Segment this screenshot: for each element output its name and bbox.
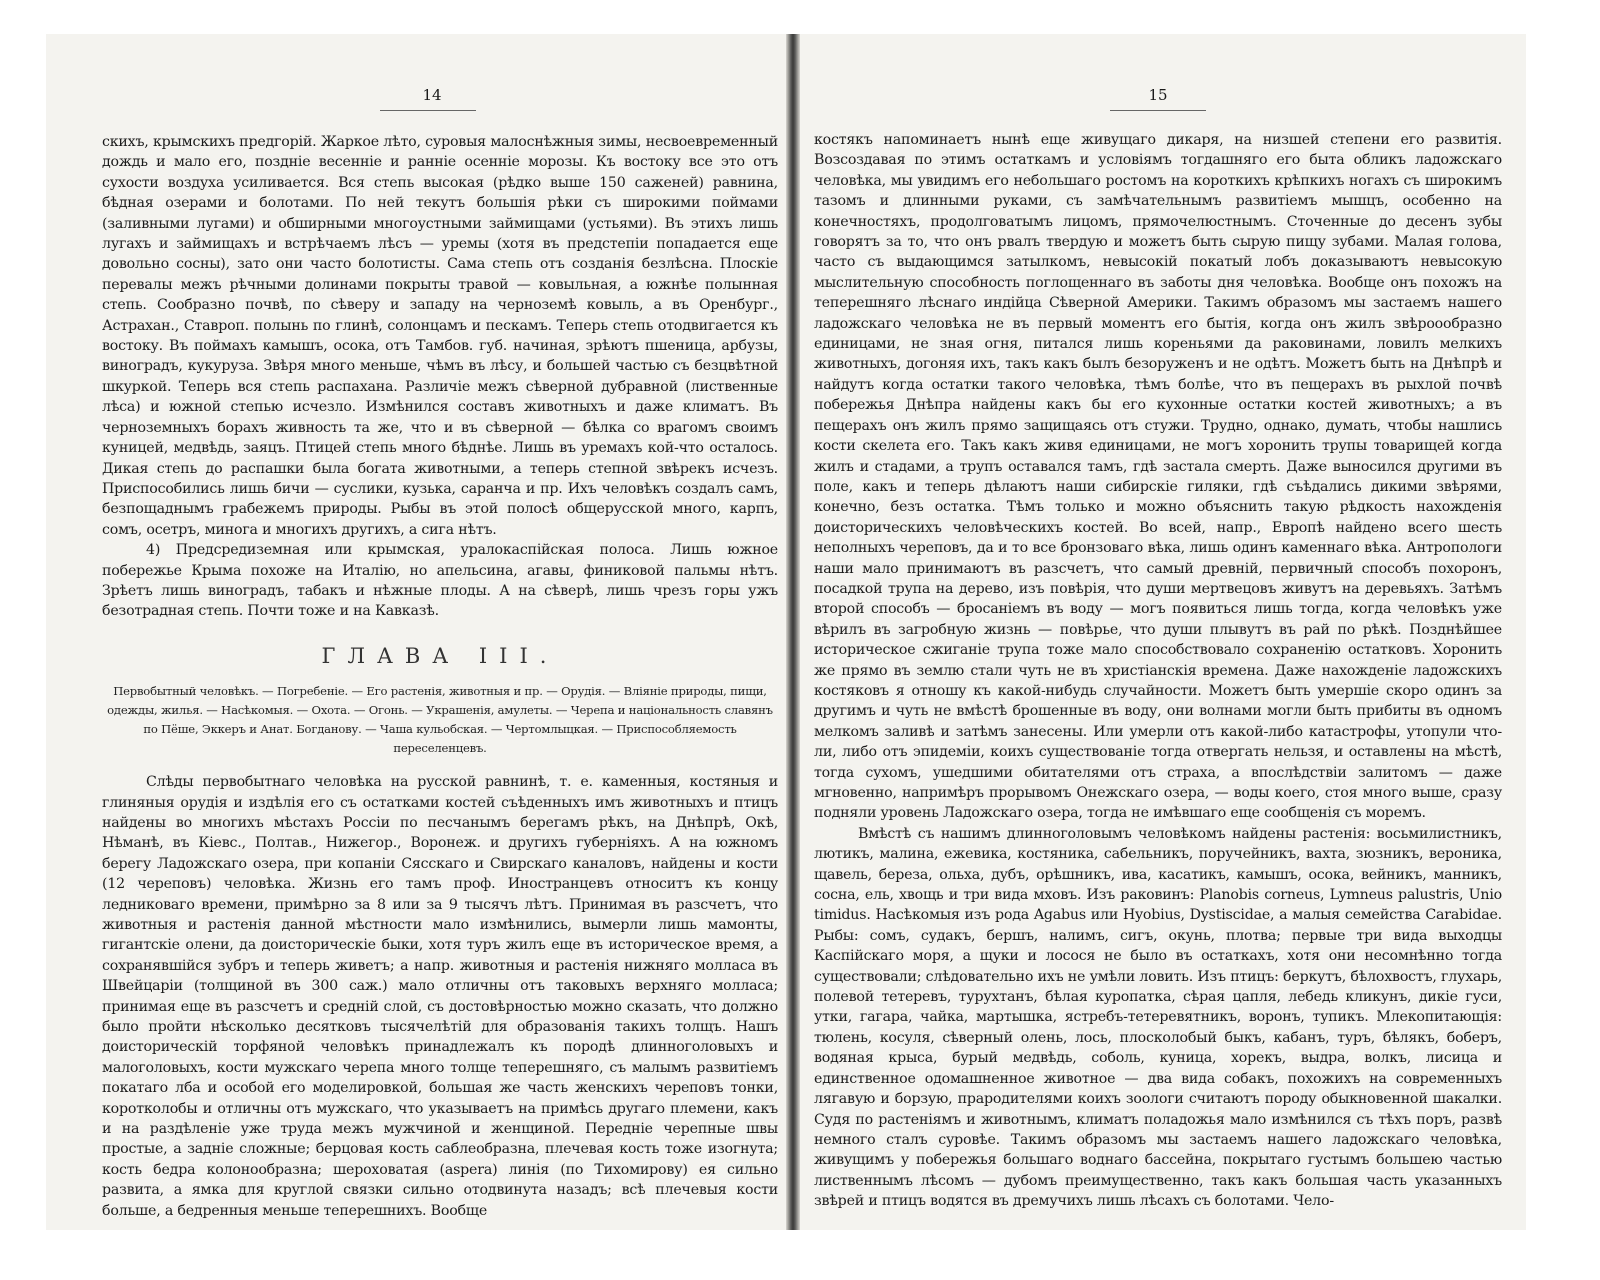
- paragraph: 4) Предсредиземная или крымская, уралокаспійская полоса. Лишь южное побережье Крыма похоже на Италію, но апельсина, агавы, финиковой пальмы нѣтъ. Зрѣетъ лишь виноградъ, табакъ и нѣжные плоды. А на сѣверѣ, лишь чрезъ горы ужъ безотрадная степь. Почти тоже и на Кавказѣ.: [102, 542, 778, 620]
- paragraph: Слѣды первобытнаго человѣка на русской равнинѣ, т. е. каменныя, костяныя и глиняныя орудія и издѣлія его съ остатками костей съѣденныхъ имъ животныхъ и птицъ найдены во многихъ мѣстахъ Россіи по песчанымъ берегамъ рѣкъ, на Днѣпрѣ, Окѣ, Нѣманѣ, въ Кіевс., Полтав., Нижегор., Воронеж. и другихъ губерніяхъ. А на южномъ берегу Ладожскаго озера, при копаніи Сясскаго и Свирскаго каналовъ, найдены и кости (12 череповъ) человѣка. Жизнь его тамъ проф. Иностранцевъ относитъ къ концу ледниковаго времени, примѣрно за 8 или за 9 тысячъ лѣтъ. Принимая въ разсчетъ, что животныя и растенія данной мѣстности мало измѣнились, вымерли лишь мамонты, гигантскіе олени, да доисторическіе быки, хотя туръ жилъ еще въ историческое время, а сохранявшійся зубръ и теперь живетъ; а напр. животныя и растенія нижняго молласа въ Швейцаріи (толщиной въ 300 саж.) мало отличны отъ таковыхъ верхняго молласа; принимая еще въ разсчетъ и средній слой, съ достовѣрностью можно сказать, что должно было пройти нѣсколько десятковъ тысячелѣтій для образованія такихъ толщъ. Нашъ доисторическій торфяной человѣкъ принадлежалъ къ породѣ длинноголовыхъ и малоголовыхъ, кости мужскаго черепа много толще теперешняго, съ малымъ развитіемъ покатаго лба и особой его моделировкой, большая же часть женскихъ череповъ тонки, коротколобы и отличны отъ мужскаго, что указываетъ на примѣсь другаго племени, какъ и на раздѣленіе уже труда межъ мужчиной и женщиной. Передніе черепные швы простые, а задніе сложные; берцовая кость саблеобразна, плечевая кость тоже изогнута; кость бедра колонообразна; шероховатая (aspera) линія (по Тихомирову) ея сильно развита, а ямка для круглой связки сильно отодвинута назадъ; всѣ плечевыя кости больше, а бедренныя меньше теперешнихъ. Вообще: [102, 774, 778, 1219]
- book-spread: [46, 34, 1526, 1230]
- right-page: [814, 34, 1502, 1230]
- left-page: [102, 34, 778, 1230]
- page-number-rule: [380, 110, 476, 111]
- paragraph: Вмѣстѣ съ нашимъ длинноголовымъ человѣкомъ найдены растенія: восьмилистникъ, лютикъ, малина, ежевика, костяника, сабельникъ, поручейникъ, вахта, зюзникъ, вероника, щавель, береза, ольха, дубъ, орѣшникъ, ива, касатикъ, камышъ, осока, вейникъ, манникъ, сосна, ель, хвощь и три вида мховъ. Изъ раковинъ: Planobis corneus, Lymneus palustris, Unio timidus. Насѣкомыя изъ рода Agabus или Hyobius, Dystiscidae, а малыя семейства Carabidae. Рыбы: сомъ, судакъ, бершъ, налимъ, сигъ, окунь, плотва; первые три вида выходцы Каспійскаго моря, а щуки и лосося не было въ остаткахъ, хотя они несомнѣнно тогда существовали; слѣдовательно ихъ не умѣли ловить. Изъ птицъ: беркутъ, бѣлохвостъ, глухарь, полевой тетеревъ, турухтанъ, бѣлая куропатка, сѣрая цапля, лебедь кликунъ, дикіе гуси, утки, гагара, чайка, мартышка, ястребъ-тетеревятникъ, воронъ, тупикъ. Млекопитающія: тюлень, косуля, сѣверный олень, лось, плосколобый быкъ, кабанъ, туръ, бѣлякъ, боберъ, водяная крыса, бурый медвѣдь, соболь, куница, хорекъ, выдра, волкъ, лисица и единственное одомашненное животное — два вида собакъ, похожихъ на современныхъ лягавую и борзую, прародителями коихъ зоологи считаютъ породу обыкновенной шакалки. Судя по растеніямъ и животнымъ, климатъ поладожья мало измѣнился съ тѣхъ поръ, развѣ немного сталъ суровѣе. Такимъ образомъ мы застаемъ нашего ладожскаго человѣка, живущимъ у побережья большаго воднаго бассейна, покрытаго густымъ большею частью лиственнымъ лѣсомъ — дубомъ преимущественно, такъ какъ большая часть указанныхъ звѣрей и птицъ водятся въ дремучихъ лишь лѣсахъ съ болотами. Чело-: [814, 825, 1502, 1210]
- page-number: 14: [422, 86, 442, 104]
- chapter-summary: Первобытный человѣкъ. — Погребеніе. — Его растенія, животныя и пр. — Орудія. — Вліяніе природы, пищи, одежды, жилья. — Насѣкомыя. — Охота. — Огонь. — Украшенія, амулеты. — Черепа и національность славянъ по Пёше, Эккеръ и Анат. Богданову. — Чаша кульобская. — Чертомлыцкая. — Приспособляемость переселенцевъ.: [107, 684, 773, 756]
- chapter-title: ГЛАВА III.: [321, 643, 559, 668]
- right-page-text: [814, 130, 1502, 1212]
- book-gutter: [786, 34, 800, 1230]
- page-number: 15: [1148, 86, 1168, 104]
- left-page-text: [102, 132, 778, 1221]
- page-number-rule: [1110, 110, 1206, 111]
- paragraph: костякъ напоминаетъ нынѣ еще живущаго дикаря, на низшей степени его развитія. Возсоздавая по этимъ остаткамъ и условіямъ тогдашняго его быта обликъ ладожскаго человѣка, мы увидимъ его небольшаго ростомъ на короткихъ крѣпкихъ ногахъ съ широкимъ тазомъ и длинными руками, съ замѣчательнымъ развитіемъ мышцъ, особенно на конечностяхъ, продолговатымъ лицомъ, прямочелюстнымъ. Сточенные до десенъ зубы говорятъ за то, что онъ рвалъ твердую и можетъ быть сырую пищу зубами. Малая голова, часто съ выдающимся затылкомъ, невысокій покатый лобъ доказываютъ невысокую мыслительную способность поглощеннаго въ заботы дня человѣка. Вообще онъ похожъ на теперешняго лѣснаго индійца Сѣверной Америки. Такимъ образомъ мы застаемъ нашего ладожскаго человѣка не въ первый моментъ его бытія, когда онъ жилъ звѣроообразно единицами, не зная огня, питался лишь кореньями да раковинами, ловилъ мелкихъ животныхъ, догоняя ихъ, такъ какъ былъ безоруженъ и не одѣтъ. Можетъ быть на Днѣпрѣ и найдутъ когда остатки такого человѣка, тѣмъ болѣе, что въ пещерахъ въ рыхлой почвѣ побережья Днѣпра найдены какъ бы его кухонные остатки костей животныхъ; а въ пещерахъ онъ жилъ прямо защищаясь отъ стужи. Трудно, однако, думать, чтобы нашлись кости скелета его. Такъ какъ живя единицами, не могъ хоронить трупы товарищей когда жилъ и стадами, а трупъ оставался тамъ, гдѣ застала смерть. Даже выносился другими въ поле, какъ и теперь дѣлаютъ наши сибирскіе гиляки, гдѣ съѣдались дикими звѣрями, конечно, безъ остатка. Тѣмъ только и можно объяснить такую рѣдкость нахожденія доисторическихъ человѣческихъ костей. Во всей, напр., Европѣ найдено всего шесть неполныхъ череповъ, да и то все бронзоваго вѣка, лишь одинъ каменнаго вѣка. Антропологи наши мало принимаютъ въ разсчетъ, что самый древній, первичный способъ похоронъ, посадкой трупа на дерево, изъ повѣрія, что души мертвецовъ живутъ на деревьяхъ. Затѣмъ второй способъ — бросаніемъ въ воду — могъ появиться лишь тогда, когда человѣкъ уже вѣрилъ въ загробную жизнь — повѣрье, что души плывутъ въ рай по рѣкѣ. Позднѣйшее историческое сжиганіе трупа тоже мало способствовало сохраненію остатковъ. Хоронить же прямо въ землю стали чуть не въ христіанскія времена. Даже нахожденіе ладожскихъ костяковъ я отношу къ какой-нибудь случайности. Можетъ быть умершіе скоро одинъ за другимъ и чуть не вмѣстѣ брошенные въ воду, они волнами могли быть прибиты въ одномъ мелкомъ заливѣ и затѣмъ занесены. Или умерли отъ какой-либо катастрофы, утопули что-ли, либо отъ эпидеміи, коихъ существованіе тогда отвергать нельзя, и оставлены на мѣстѣ, тогда сухомъ, ушедшими обитателями отъ страха, а впослѣдствіи залитомъ — даже мгновенно, напримѣръ прорывомъ Онежскаго озера, — воды коего, стоя много выше, сразу подняли уровень Ладожскаго озера, тогда не имѣвшаго еще сообщенія съ моремъ.: [814, 132, 1502, 822]
- paragraph: скихъ, крымскихъ предгорій. Жаркое лѣто, суровыя малоснѣжныя зимы, несвоевременный дождь и мало его, поздніе весенніе и ранніе осенніе морозы. Къ востоку все это отъ сухости воздуха усиливается. Вся степь высокая (рѣдко выше 150 саженей) равнина, бѣдная озерами и болотами. По ней текутъ большія рѣки съ широкими поймами (заливными лугами) и обширными многоустными займищами (устьями). Въ этихъ лишь лугахъ и займищахъ и встрѣчаемъ лѣсъ — уремы (хотя въ предстепіи попадается еще довольно сосны), зато они часто болотисты. Сама степь отъ созданія безлѣсна. Плоскіе перевалы межъ рѣчными долинами покрыты травой — ковыльная, а южнѣе полынная степь. Сообразно почвѣ, по сѣверу и западу на черноземѣ ковыль, а въ Оренбург., Астрахан., Ставроп. полынь по глинѣ, солонцамъ и пескамъ. Теперь степь отодвигается къ востоку. Въ поймахъ камышъ, осока, отъ Тамбов. губ. начиная, зрѣютъ пшеница, арбузы, виноградъ, кукуруза. Звѣря много меньше, чѣмъ въ лѣсу, и большей частью съ безцвѣтной шкуркой. Теперь вся степь распахана. Различіе межъ сѣверной дубравной (лиственные лѣса) и южной степью исчезло. Измѣнился составъ животныхъ и даже климатъ. Въ черноземныхъ борахъ живность та же, что и въ сѣверной — бѣлка со врагомъ своимъ куницей, медвѣдь, заяцъ. Птицей степь много бѣднѣе. Лишь въ уремахъ кой-что осталось. Дикая степь до распашки была богата животными, а теперь степной звѣрекъ исчезъ. Приспособились лишь бичи — суслики, кузька, саранча и пр. Ихъ человѣкъ создалъ самъ, безпощаднымъ грабежемъ природы. Рыбы въ этой полосѣ общерусской много, карпъ, сомъ, осетръ, минога и многихъ другихъ, а сига нѣтъ.: [102, 134, 778, 538]
